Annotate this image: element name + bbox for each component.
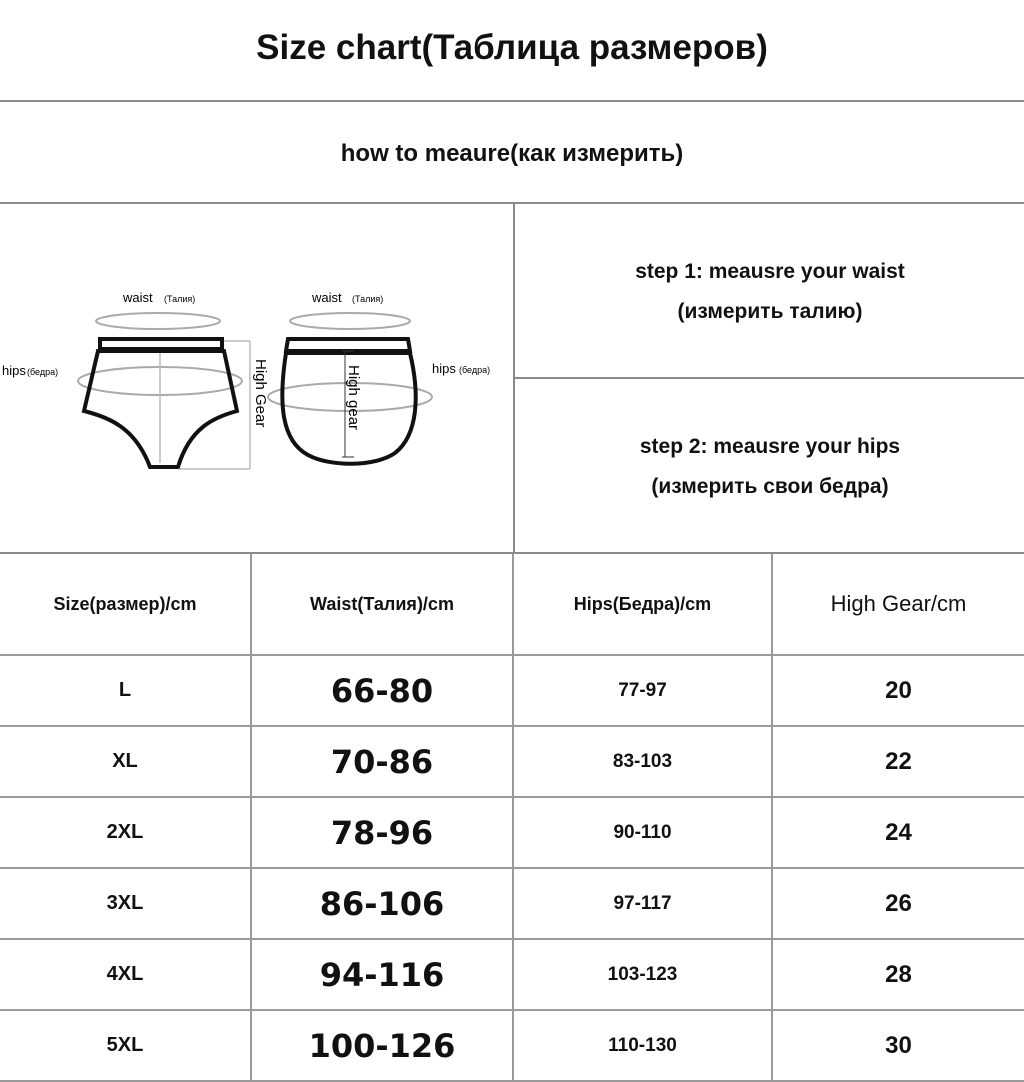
high-gear-cell: 28	[772, 939, 1024, 1010]
hips-label-ru: (бедра)	[459, 365, 491, 375]
size-cell: 3XL	[0, 868, 251, 939]
high-gear-label: High gear	[345, 365, 362, 431]
waist-cell: 66-80	[251, 655, 513, 726]
high-gear-cell: 26	[772, 868, 1024, 939]
waist-label: waist	[312, 290, 342, 305]
step-2-text: step 2: meausre your hips	[639, 435, 901, 458]
step-2-text-ru: (измерить свои бедра)	[651, 475, 889, 498]
waist-cell: 94-116	[251, 939, 513, 1010]
size-cell: 5XL	[0, 1010, 251, 1081]
high-gear-label: High Gear	[252, 359, 269, 428]
table-row	[0, 868, 1024, 939]
hips-label: hips	[2, 363, 26, 378]
waist-cell: 70-86	[251, 726, 513, 797]
header-hips: Hips(Бедра)/cm	[513, 554, 772, 655]
high-gear-cell: 30	[772, 1010, 1024, 1081]
brief-front-illustration	[2, 290, 269, 469]
high-gear-cell: 22	[772, 726, 1024, 797]
waist-cell: 86-106	[251, 868, 513, 939]
hips-cell: 77-97	[513, 655, 772, 726]
table-row	[0, 1010, 1024, 1081]
size-cell: L	[0, 655, 251, 726]
divider	[0, 100, 1024, 102]
waist-label-ru: (Талия)	[352, 294, 384, 304]
high-gear-cell: 20	[772, 655, 1024, 726]
table-row	[0, 939, 1024, 1010]
hips-cell: 110-130	[513, 1010, 772, 1081]
size-table	[0, 554, 1024, 1082]
hips-cell: 103-123	[513, 939, 772, 1010]
step-1-text-ru: (измерить талию)	[677, 300, 863, 323]
table-row	[0, 726, 1024, 797]
step-1-text: step 1: meausre your waist	[635, 260, 905, 283]
hips-label-ru: (бедра)	[27, 367, 59, 377]
hips-cell: 90-110	[513, 797, 772, 868]
step-2	[516, 427, 1024, 507]
table-header-row	[0, 554, 1024, 655]
size-cell: 2XL	[0, 797, 251, 868]
divider	[0, 202, 1024, 204]
header-waist: Waist(Талия)/cm	[251, 554, 513, 655]
step-1	[516, 252, 1024, 332]
table-row	[0, 797, 1024, 868]
table-row	[0, 655, 1024, 726]
header-size: Size(размер)/cm	[0, 554, 251, 655]
hips-label: hips	[432, 361, 456, 376]
divider	[515, 377, 1024, 379]
waist-cell: 78-96	[251, 797, 513, 868]
hips-cell: 97-117	[513, 868, 772, 939]
header-high-gear: High Gear/cm	[772, 554, 1024, 655]
high-gear-cell: 24	[772, 797, 1024, 868]
hips-cell: 83-103	[513, 726, 772, 797]
measurement-diagram	[0, 205, 514, 552]
brief-back-illustration	[268, 290, 490, 464]
size-cell: XL	[0, 726, 251, 797]
section-subtitle: how to meaure(как измерить)	[340, 140, 684, 167]
size-cell: 4XL	[0, 939, 251, 1010]
waist-cell: 100-126	[251, 1010, 513, 1081]
page-title: Size chart(Таблица размеров)	[256, 28, 768, 67]
waist-label-ru: (Талия)	[164, 294, 196, 304]
waist-label: waist	[123, 290, 153, 305]
